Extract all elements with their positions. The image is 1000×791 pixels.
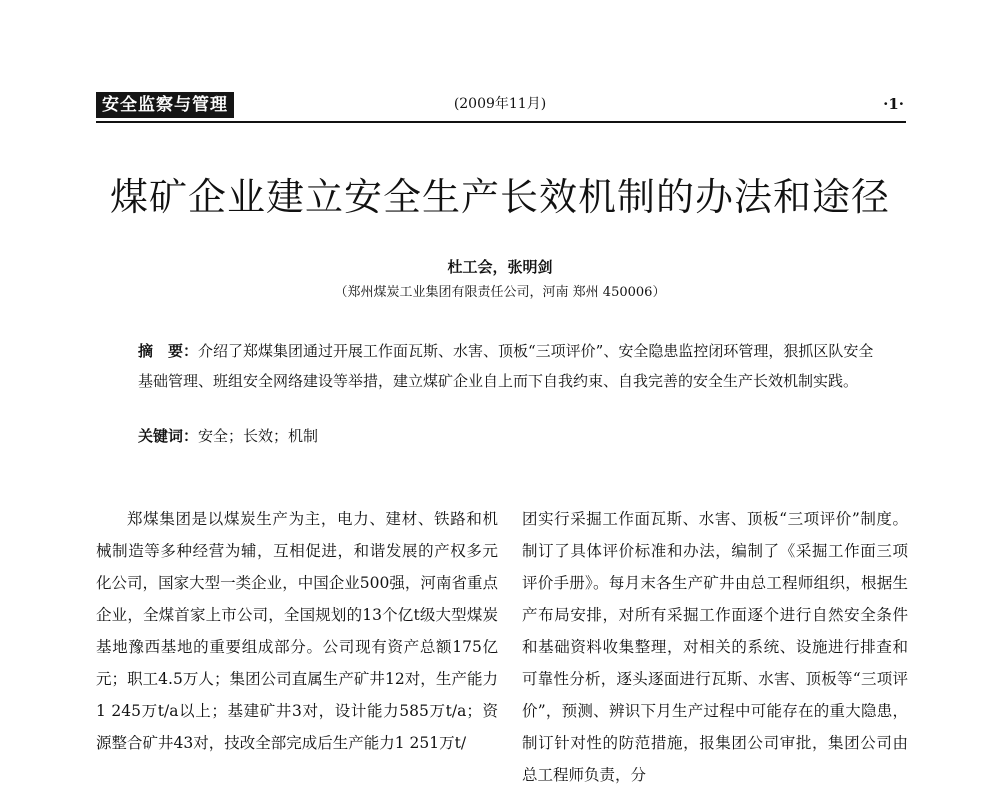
header-rule	[96, 121, 906, 123]
article-title: 煤矿企业建立安全生产长效机制的办法和途径	[109, 175, 890, 219]
body-column-left	[96, 503, 498, 759]
body-paragraph-right: 团实行采掘工作面瓦斯、水害、顶板“三项评价”制度。制订了具体评价标准和办法，编制了《采掘工作面三项评价手册》。每月末各生产矿井由总工程师组织，根据生产布局安排，对所有采掘工作面逐个进行自然安全条件和基础资料收集整理，对相关的系统、设施进行排查和可靠性分析，逐头逐面进行瓦斯、水害、顶板等“三项评价”，预测、辨识下月生产过程中可能存在的重大隐患，制订针对性的防范措施，报集团公司审批，集团公司由总工程师负责，分	[522, 510, 908, 784]
body-paragraph-left: 郑煤集团是以煤炭生产为主，电力、建材、铁路和机械制造等多种经营为辅，互相促进，和谐发展的产权多元化公司，国家大型一类企业，中国企业500强，河南省重点企业，全煤首家上市公司，全国规划的13个亿t级大型煤炭基地豫西基地的重要组成部分。公司现有资产总额175亿元；职工4.5万人；集团公司直属生产矿井12对，生产能力1 245万t/a以上；基建矿井3对，设计能力585万t/a；资源整合矿井43对，技改全部完成后生产能力1 251万t/	[96, 510, 498, 752]
authors: 杜工会，张明剑	[447, 258, 553, 276]
affiliation: （郑州煤炭工业集团有限责任公司，河南 郑州 450006）	[334, 285, 666, 300]
keywords	[138, 424, 878, 448]
page-number: ·1·	[883, 95, 904, 113]
keywords-label: 关键词：	[138, 427, 199, 445]
body-column-right	[522, 503, 908, 791]
abstract	[138, 336, 878, 396]
abstract-text: 介绍了郑煤集团通过开展工作面瓦斯、水害、顶板“三项评价”、安全隐患监控闭环管理，狠抓区队安全基础管理、班组安全网络建设等举措，建立煤矿企业自上而下自我约束、自我完善的安全生产长效机制实践。	[138, 342, 874, 390]
section-tag: 安全监察与管理	[96, 92, 234, 118]
keywords-text: 安全；长效；机制	[198, 427, 319, 445]
issue-date: (2009年11月)	[453, 96, 547, 112]
abstract-label: 摘 要：	[138, 342, 199, 360]
